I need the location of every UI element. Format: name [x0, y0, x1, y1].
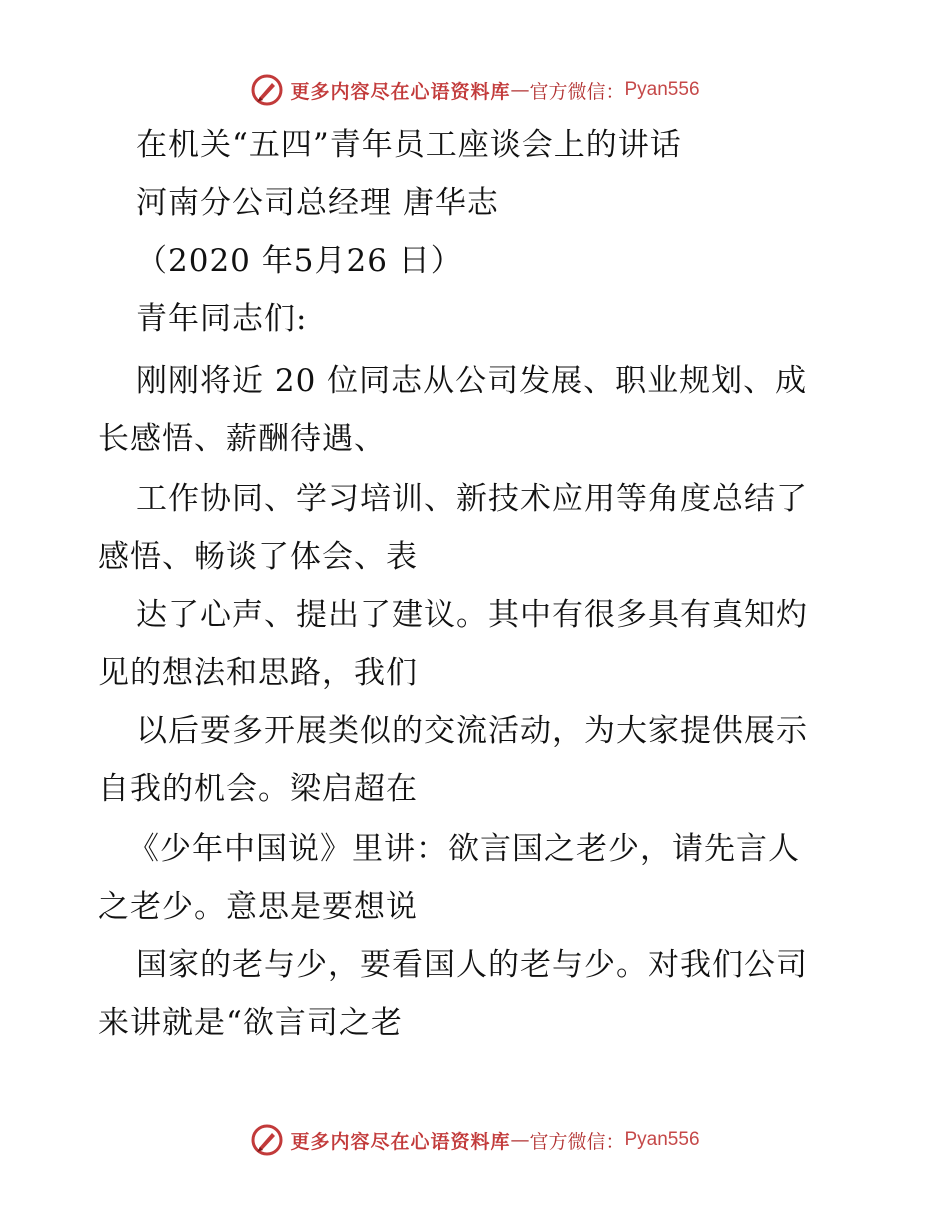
- paragraph-line: 工作协同、学习培训、新技术应用等角度总结了: [136, 481, 808, 517]
- paragraph-line: 刚刚将近 20 位同志从公司发展、职业规划、成: [136, 363, 808, 399]
- watermark-dash: —: [510, 79, 530, 101]
- paragraph-line: 见的想法和思路，我们: [98, 655, 418, 691]
- watermark-brand: 更多内容尽在心语资料库: [290, 80, 511, 103]
- paragraph-line: 来讲就是“欲言司之老: [98, 1005, 403, 1041]
- paragraph-line: 自我的机会。梁启超在: [98, 771, 418, 807]
- document-title: 在机关“五四”青年员工座谈会上的讲话: [136, 127, 682, 163]
- paragraph-line: 国家的老与少，要看国人的老与少。对我们公司: [136, 947, 808, 983]
- header-watermark: [0, 70, 950, 110]
- pen-logo-icon: [250, 73, 284, 107]
- watermark-wechat-label: 官方微信：: [529, 80, 625, 103]
- footer-watermark: [0, 1120, 950, 1160]
- document-author: 河南分公司总经理 唐华志: [136, 185, 499, 221]
- paragraph-line: 之老少。意思是要想说: [98, 889, 418, 925]
- paragraph-line: 达了心声、提出了建议。其中有很多具有真知灼: [136, 597, 808, 633]
- paragraph-line: 长感悟、薪酬待遇、: [98, 421, 386, 457]
- watermark-wechat-label: 官方微信：: [529, 1130, 625, 1153]
- watermark-dash: —: [510, 1129, 530, 1151]
- paragraph-line: 《少年中国说》里讲：欲言国之老少，请先言人: [128, 831, 800, 867]
- pen-logo-icon: [250, 1123, 284, 1157]
- paragraph-line: 以后要多开展类似的交流活动，为大家提供展示: [136, 713, 808, 749]
- watermark-wechat-id: Pyan556: [624, 1129, 700, 1150]
- watermark-wechat-id: Pyan556: [624, 79, 700, 100]
- document-date: （2020 年5月26 日）: [136, 243, 463, 279]
- watermark-brand: 更多内容尽在心语资料库: [290, 1130, 511, 1153]
- greeting: 青年同志们:: [136, 301, 308, 337]
- paragraph-line: 感悟、畅谈了体会、表: [98, 539, 418, 575]
